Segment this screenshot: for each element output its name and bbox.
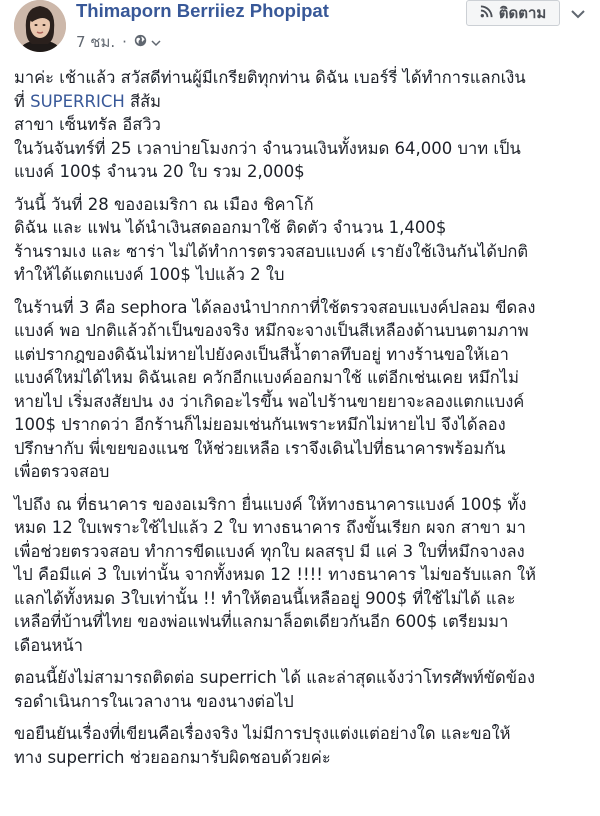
post-text-line: ในร้านที่ 3 คือ sephora ได้ลองนำปากกาที่ใช้ตรวจสอบแบงค์ปลอม ขีดลง: [14, 297, 536, 317]
post-text-line: วันนี้ วันที่ 28 ของอเมริกา ณ เมือง ชิคาโก้: [14, 194, 314, 214]
follow-label: ติดตาม: [498, 4, 547, 22]
post-text-line: ร้านรามเง และ ซาร่า ไม่ได้ทำการตรวจสอบแบงค์ เรายังใช้เงินกันได้ปกติ: [14, 241, 529, 261]
meta-separator: ·: [122, 33, 127, 51]
post-body: [14, 66, 590, 778]
post-text-line: ทาง superrich ช่วยออกมารับผิดชอบด้วยค่ะ: [14, 747, 331, 767]
post-text-line: สาขา เซ็นทรัล อีสวิว: [14, 115, 161, 134]
author-name[interactable]: Thimaporn Berriiez Phopipat: [76, 0, 329, 21]
post-text-line: แบงค์ใหม่ได้ไหม ดิฉันเลย ควักอีกแบงค์ออกมาใช้ แต่อีกเช่นเคย หมึกไม่: [14, 368, 519, 387]
post-text-line: ไป คือมีแค่ 3 ใบเท่านั้น จากทั้งหมด 12 !!!! ทางธนาคาร ไม่ขอรับแลก ให้: [14, 565, 536, 584]
profile-photo: [14, 0, 66, 52]
post-text-line: รอดำเนินการในเวลางาน ของนางต่อไป: [14, 691, 294, 711]
post-text-line: ดิฉัน และ แฟน ได้นำเงินสดออกมาใช้ ติดตัว จำนวน 1,400$: [14, 218, 447, 237]
post-paragraph: [14, 66, 590, 184]
post-text-line: แบงค์ พอ ปกติแล้วถ้าเป็นของจริง หมึกจะจางเป็นสีเหลืองด้านบนตามภาพ: [14, 321, 529, 340]
post-text-line: หมด 12 ใบเพราะใช้ไปแล้ว 2 ใบ ทางธนาคาร ถึงขั้นเรียก ผจก สาขา มา: [14, 518, 526, 537]
post-text-line: เดือนหน้า: [14, 635, 83, 655]
post-text-line: เพื่อตรวจสอบ: [14, 462, 110, 481]
post-paragraph: [14, 666, 590, 713]
text-segment: สีส้ม: [124, 91, 162, 111]
post-text-line: แบงค์ 100$ จำนวน 20 ใบ รวม 2,000$: [14, 162, 305, 181]
post-text-line: แต่ปรากฎของดิฉันไม่หายไปยังคงเป็นสีน้ำตาลทึบอยู่ ทางร้านขอให้เอา: [14, 344, 509, 364]
post-options-button[interactable]: [566, 2, 590, 24]
post-paragraph: [14, 493, 590, 658]
post-text-line: เหลือที่บ้านที่ไทย ของพ่อแฟนที่แลกมาล็อตเดียวกันอีก 600$ เตรียมมา: [14, 612, 509, 631]
post-meta: [76, 30, 161, 54]
superrich-link[interactable]: SUPERRICH: [30, 91, 125, 111]
avatar[interactable]: [14, 0, 66, 52]
post-text-line: ไปถึง ณ ที่ธนาคาร ของอเมริกา ยื่นแบงค์ ให้ทางธนาคารแบงค์ 100$ ทั้ง: [14, 494, 527, 514]
post-text-line: ในวันจันทร์ที่ 25 เวลาบ่ายโมงกว่า จำนวนเงินทั้งหมด 64,000 บาท เป็น: [14, 138, 521, 158]
text-segment: ที่: [14, 91, 31, 111]
post-paragraph: [14, 193, 590, 287]
post-paragraph: [14, 722, 590, 769]
post-header: [10, 0, 590, 56]
post-text-line: แลกได้ทั้งหมด 3ใบเท่านั้น !! ทำให้ตอนนี้เหลืออยู่ 900$ ที่ใช้ไม่ได้ และ: [14, 588, 516, 608]
globe-icon: [134, 33, 147, 51]
post-text-line: หายไป เริ่มสงสัยปน งง ว่าเกิดอะไรขึ้น พอไปร้านขายยาจะลองแตกแบงค์: [14, 391, 525, 411]
post-paragraph: [14, 296, 590, 484]
post-text-line: ปรึกษากับ พี่เขยของแนช ให้ช่วยเหลือ เราจึงเดินไปที่ธนาคารพร้อมกัน: [14, 438, 506, 458]
post-text-line: เพื่อช่วยตรวจสอบ ทำการขีดแบงค์ ทุกใบ ผลสรุป มี แค่ 3 ใบที่หมึกจางลง: [14, 541, 525, 561]
post-text-line: [14, 90, 590, 114]
chevron-down-icon: [571, 4, 585, 23]
post-text-line: มาค่ะ เช้าแล้ว สวัสดีท่านผู้มีเกรียติทุกท่าน ดิฉัน เบอร์รี่ ได้ทำการแลกเงิน: [14, 68, 526, 87]
post-timestamp[interactable]: 7 ชม.: [76, 33, 116, 51]
post-text-line: ขอยืนยันเรื่องที่เขียนคือเรื่องจริง ไม่มีการปรุงแต่งแต่อย่างใด และขอให้: [14, 724, 511, 743]
post-text-line: ทำให้ได้แตกแบงค์ 100$ ไปแล้ว 2 ใบ: [14, 265, 285, 284]
post-text-line: 100$ ปรากดว่า อีกร้านก็ไม่ยอมเช่นกันเพราะหมึกไม่หายไป จึงได้ลอง: [14, 415, 506, 434]
follow-button[interactable]: [466, 0, 560, 26]
chevron-down-icon[interactable]: [151, 33, 161, 51]
rss-icon: [480, 4, 493, 22]
post-text-line: ตอนนี้ยังไม่สามารถติดต่อ superrich ได้ และล่าสุดแจ้งว่าโทรศัพท์ขัดข้อง: [14, 668, 536, 687]
